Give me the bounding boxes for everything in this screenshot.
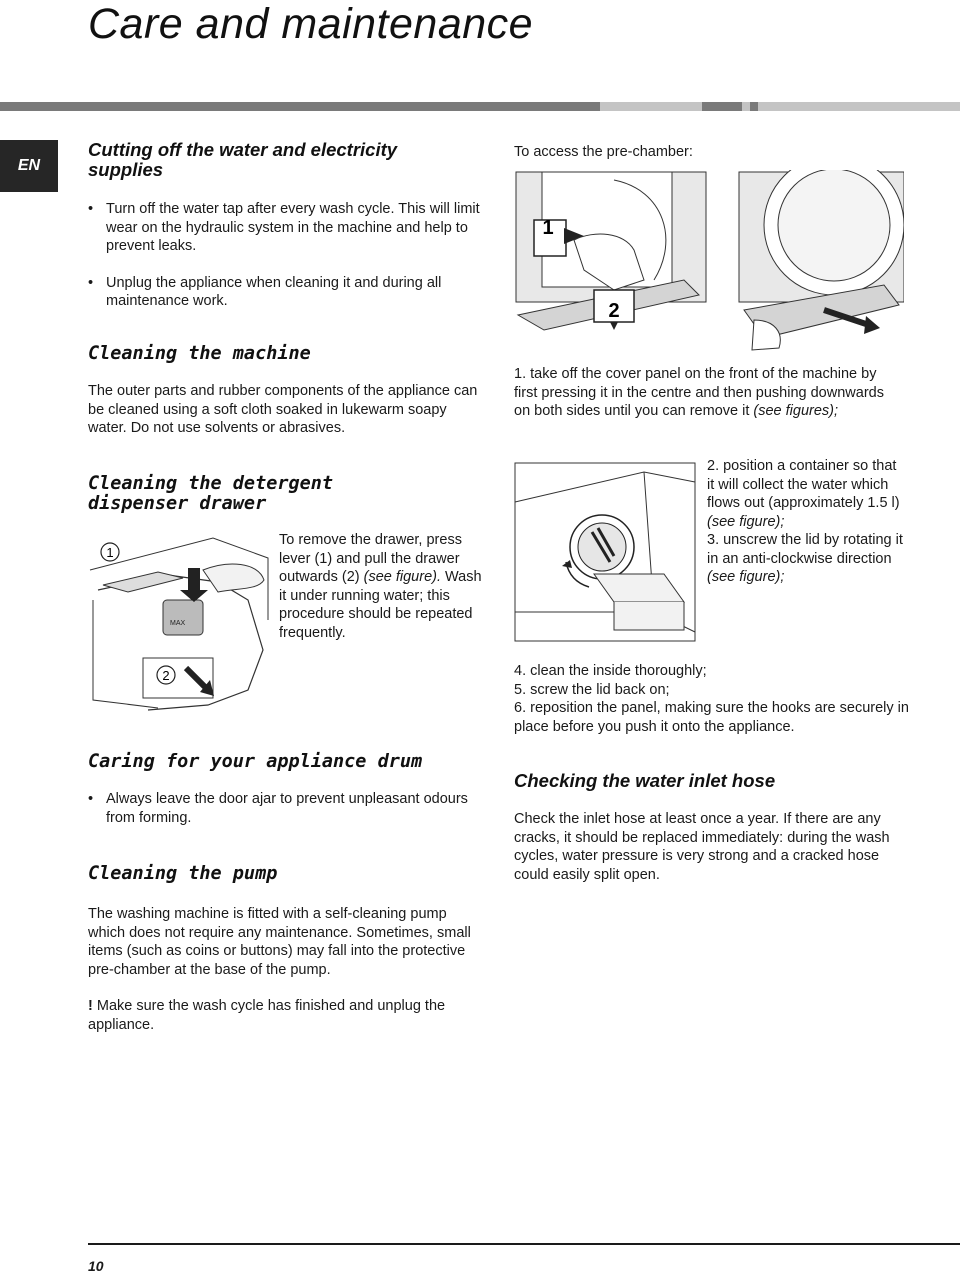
bullet-list (88, 790, 483, 827)
step-5: 5. screw the lid back on; (514, 681, 670, 698)
step-1-text: 1. take off the cover panel on the front of the machine by first pressing it in the centre and then pushing downwards on both sides until you can remove it (514, 366, 884, 419)
step-text (514, 365, 899, 421)
section-detergent-drawer (88, 474, 483, 514)
drawer-max-label: MAX (170, 620, 186, 627)
warning-text (88, 997, 483, 1034)
heading-pump: Cleaning the pump (88, 863, 278, 884)
figure-callout-2: 2 (162, 668, 170, 683)
section-cleaning-machine (88, 344, 483, 438)
figure-callout-1: 1 (106, 545, 114, 560)
page-number: 10 (88, 1258, 104, 1274)
warning-mark: ! (88, 998, 93, 1014)
warning-body: Make sure the wash cycle has finished and unplug the appliance. (88, 998, 446, 1033)
step-1 (514, 365, 899, 421)
heading-inlet-hose: Checking the water inlet hose (514, 770, 776, 791)
step-6: 6. reposition the panel, making sure the hooks are securely in place before you push it onto the appliance. (514, 700, 909, 735)
panel-removal-figure (514, 170, 904, 355)
list-item: • Always leave the door ajar to prevent unpleasant odours from forming. (88, 790, 483, 827)
list-item: • Unplug the appliance when cleaning it and during all maintenance work. (88, 274, 483, 311)
pump-lid-figure (514, 462, 696, 642)
heading-cleaning-machine: Cleaning the machine (88, 343, 311, 364)
heading-detergent-drawer: Cleaning the detergent dispenser drawer (88, 473, 334, 514)
step-4: 4. clean the inside thoroughly; (514, 663, 707, 679)
step-3 (707, 531, 907, 587)
page-title: Care and maintenance (88, 0, 534, 48)
see-figure-text: (see figure). (363, 569, 441, 585)
step-3-text: 3. unscrew the lid by rotating it in an anti-clockwise direction (707, 532, 903, 567)
section-pump (88, 864, 483, 1034)
see-figure-text: (see figures); (753, 403, 839, 419)
body-text: The outer parts and rubber components of the appliance can be cleaned using a soft cloth soaked in lukewarm soapy water. Do not use solvents or abrasives. (88, 383, 478, 436)
prechamber-intro: To access the pre-chamber: (514, 144, 693, 160)
header-rule (0, 102, 960, 111)
steps-2-3 (707, 457, 907, 587)
drawer-text-2: Wash it under running water; this procedure should be repeated frequently. (279, 569, 482, 641)
drawer-text: To remove the drawer, press lever (1) and pull the drawer outwards (2) (279, 532, 462, 585)
body-text: Check the inlet hose at least once a year. If there are any cracks, it should be replaced immediately: during the wash cycles, water pressure is very strong and a cracked hose could easily split open. (514, 811, 890, 883)
heading-drum: Caring for your appliance drum (88, 751, 423, 772)
section-drum (88, 752, 483, 827)
body-text: The washing machine is fitted with a self-cleaning pump which does not require any maintenance. Sometimes, small items (such as coins or buttons) may fall into the protective pre-chamber at the base of the pump. (88, 906, 471, 978)
section-inlet-hose (514, 771, 894, 884)
section-cutting-supplies (88, 140, 483, 311)
figure-callout-2: 2 (608, 300, 620, 322)
heading-cutting-supplies: Cutting off the water and electricity supplies (88, 139, 398, 180)
language-tab: EN (0, 140, 58, 192)
footer-rule (88, 1243, 960, 1245)
figure-callout-1: 1 (542, 217, 554, 239)
step-2-text: 2. position a container so that it will collect the water which flows out (approximately 1.5 l) (707, 458, 900, 511)
step-2 (707, 457, 907, 531)
see-figure-text: (see figure); (707, 569, 785, 585)
drawer-figure (88, 530, 270, 716)
see-figure-text: (see figure); (707, 513, 785, 530)
list-item: • Turn off the water tap after every wash cycle. This will limit wear on the hydraulic system in the machine and help to prevent leaks. (88, 200, 483, 256)
bullet-list (88, 200, 483, 311)
steps-4-6 (514, 662, 909, 736)
body-text (279, 531, 484, 642)
drawer-instructions (279, 531, 484, 642)
